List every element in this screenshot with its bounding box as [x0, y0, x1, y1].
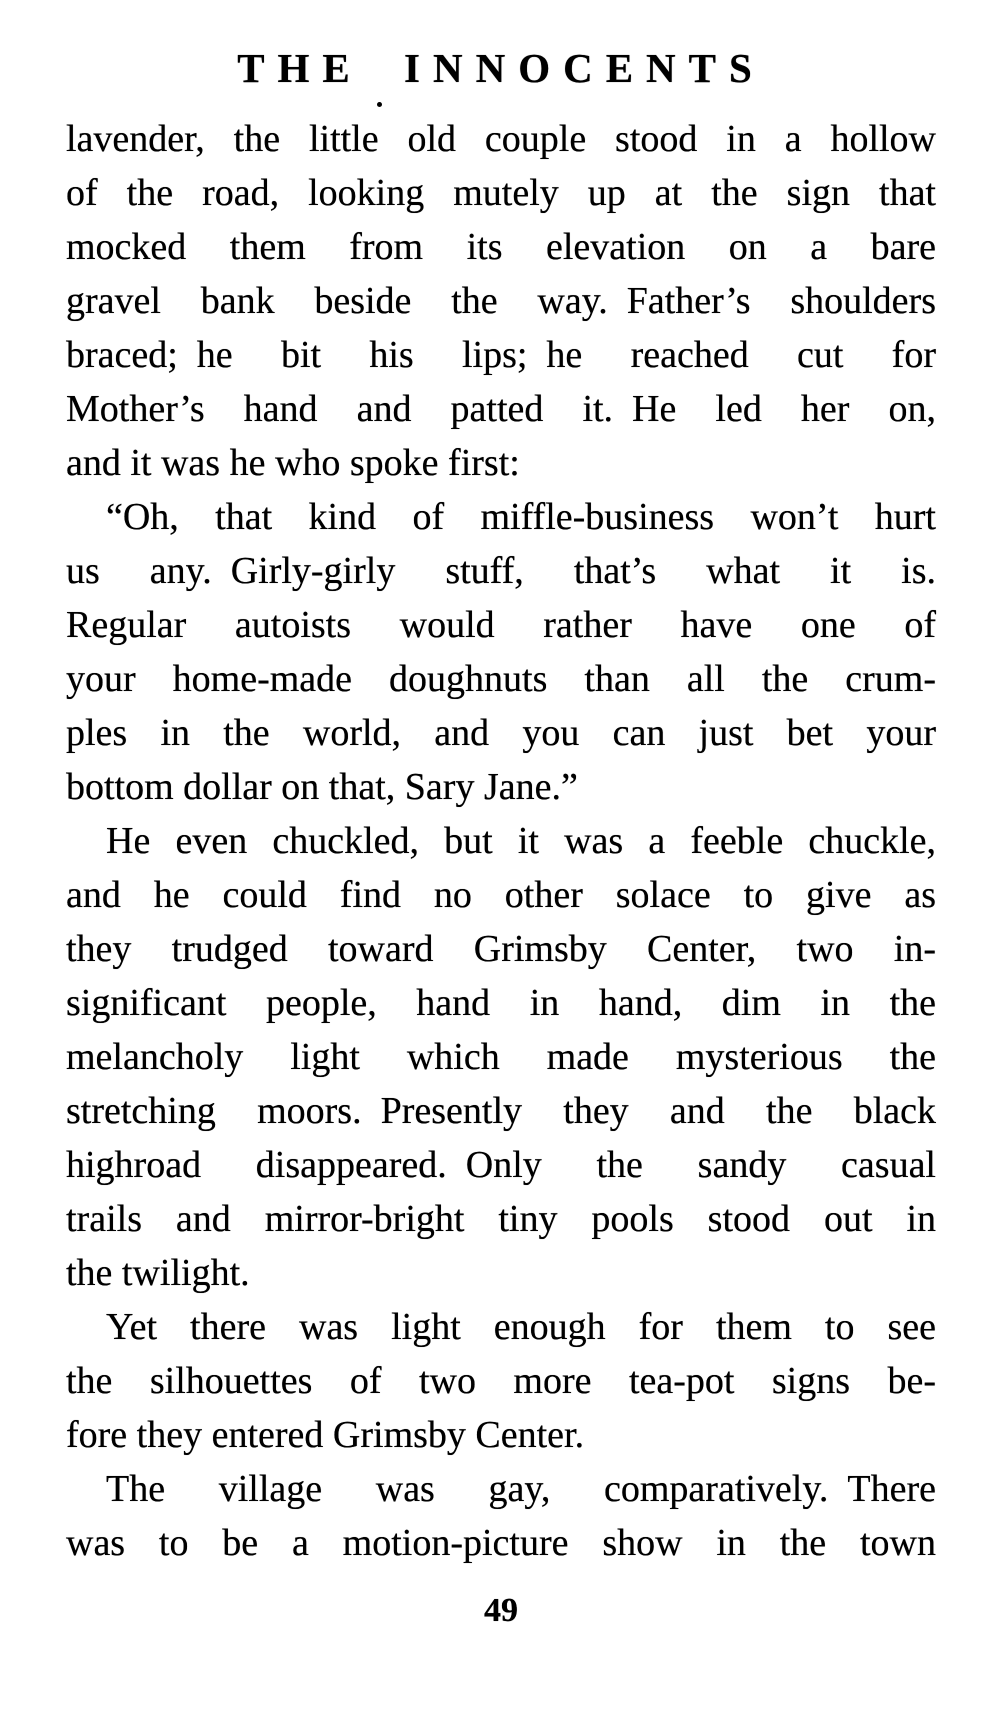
text-line: highroad disappeared. Only the sandy casual [66, 1144, 936, 1186]
text-line: ples in the world, and you can just bet your [66, 712, 936, 754]
text-line: trails and mirror-bright tiny pools stood out in [66, 1198, 936, 1240]
text-line: gravel bank beside the way. Father’s shoulders [66, 280, 936, 322]
text-line: was to be a motion-picture show in the town [66, 1522, 936, 1564]
text-line: and it was he who spoke first: [66, 442, 520, 484]
text-line: your home-made doughnuts than all the crum- [66, 658, 936, 700]
text-line: bottom dollar on that, Sary Jane.” [66, 766, 578, 808]
text-line: significant people, hand in hand, dim in the [66, 982, 936, 1024]
text-line: of the road, looking mutely up at the sign that [66, 172, 936, 214]
stray-ink-dot [377, 102, 382, 107]
text-line: Yet there was light enough for them to see [106, 1306, 936, 1348]
text-line: braced; he bit his lips; he reached cut for [66, 334, 936, 376]
page-number: 49 [484, 1592, 518, 1629]
text-line: the silhouettes of two more tea-pot signs be- [66, 1360, 936, 1402]
text-line: The village was gay, comparatively. There [106, 1468, 936, 1510]
text-line: mocked them from its elevation on a bare [66, 226, 936, 268]
text-line: the twilight. [66, 1252, 250, 1294]
text-line: they trudged toward Grimsby Center, two in- [66, 928, 936, 970]
text-line: and he could find no other solace to give as [66, 874, 936, 916]
text-line: “Oh, that kind of miffle-business won’t hurt [106, 496, 936, 538]
text-line: melancholy light which made mysterious the [66, 1036, 936, 1078]
text-line: lavender, the little old couple stood in a hollow [66, 118, 936, 160]
text-line: Mother’s hand and patted it. He led her on, [66, 388, 936, 430]
text-line: He even chuckled, but it was a feeble chuckle, [106, 820, 936, 862]
text-line: fore they entered Grimsby Center. [66, 1414, 585, 1456]
body-text [66, 112, 936, 1570]
text-line: stretching moors. Presently they and the black [66, 1090, 936, 1132]
text-line: Regular autoists would rather have one of [66, 604, 936, 646]
page-title: THE INNOCENTS [237, 45, 765, 91]
text-line: us any. Girly-girly stuff, that’s what it is. [66, 550, 936, 592]
